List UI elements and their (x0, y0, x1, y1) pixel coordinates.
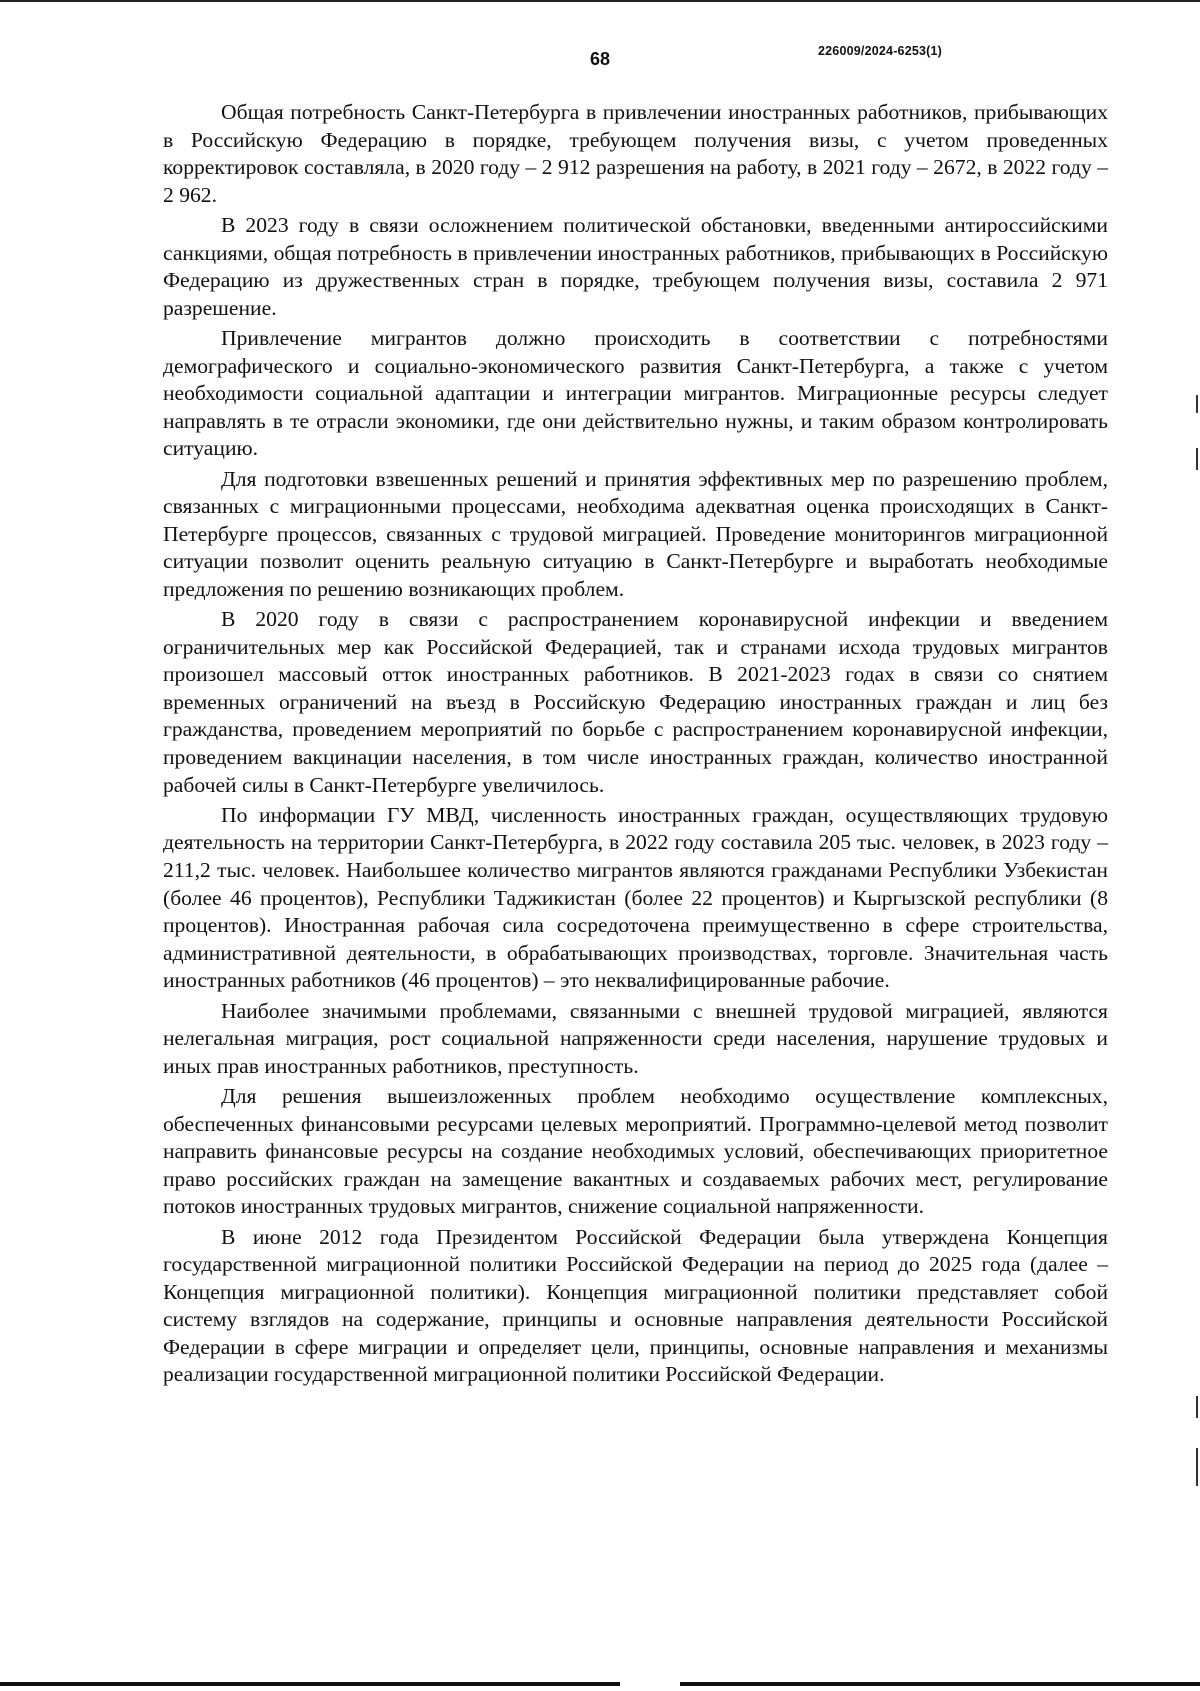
paragraph-2020-outflow: В 2020 году в связи с распространением коронавирусной инфекции и введением ограничительных мер как Российской Федерацией, так и странами исхода трудовых мигрантов произошел массовый отток иностранных работников. В 2021-2023 годах в связи со снятием временных ограничений на въезд в Российскую Федерацию иностранных граждан и лиц без гражданства, проведением мероприятий по борьбе с распространением коронавирусной инфекции, проведением вакцинации населения, в том числе иностранных граждан, количество иностранной рабочей силы в Санкт-Петербурге увеличилось. (163, 607, 1108, 797)
scan-top-edge (0, 0, 1200, 2)
paragraph-migrant-attraction: Привлечение мигрантов должно происходить в соответствии с потребностями демографического и социально-экономического развития Санкт-Петербурга, а также с учетом необходимости социальной адаптации и интеграции мигрантов. Миграционные ресурсы следует направлять в те отрасли экономики, где они действительно нужны, и таким образом контролировать ситуацию. (163, 325, 1108, 461)
document-id: 226009/2024-6253(1) (818, 44, 943, 58)
scan-edge-mark (1196, 448, 1198, 470)
scan-edge-mark (1196, 395, 1198, 413)
paragraph-key-problems: Наиболее значимыми проблемами, связанными с внешней трудовой миграцией, являются нелегальная миграция, рост социальной напряженности среди населения, нарушение трудовых и иных прав иностранных работников, преступность. (163, 998, 1108, 1078)
scan-edge-mark (1196, 1448, 1198, 1486)
paragraph-monitoring: Для подготовки взвешенных решений и принятия эффективных мер по разрешению проблем, связанных с миграционными процессами, необходима адекватная оценка происходящих в Санкт-Петербурге процессов, связанных с трудовой миграцией. Проведение мониторингов миграционной ситуации позволит оценить реальную ситуацию в Санкт-Петербурге и выработать необходимые предложения по решению возникающих проблем. (163, 466, 1108, 601)
page-number: 68 (589, 49, 611, 69)
paragraph-visa-demand: Общая потребность Санкт-Петербурга в привлечении иностранных работников, прибывающих в Российскую Федерацию в порядке, требующем получения визы, с учетом проведенных корректировок составляла, в 2020 году – 2 912 разрешения на работу, в 2021 году – 2672, в 2022 году – 2 962. (163, 100, 1108, 207)
document-body (163, 99, 1108, 1392)
paragraph-migration-concept: В июне 2012 года Президентом Российской Федерации была утверждена Концепция государственной миграционной политики Российской Федерации на период до 2025 года (далее – Концепция миграционной политики). Концепция миграционной политики представляет собой систему взглядов на содержание, принципы и основные направления деятельности Российской Федерации в сфере миграции и определяет цели, принципы, основные направления и механизмы реализации государственной миграционной политики Российской Федерации. (163, 1224, 1108, 1387)
scan-bottom-edge (0, 1682, 1200, 1686)
paragraph-program-method: Для решения вышеизложенных проблем необходимо осуществление комплексных, обеспеченных финансовыми ресурсами целевых мероприятий. Программно-целевой метод позволит направить финансовые ресурсы на создание необходимых условий, обеспечивающих приоритетное право российских граждан на замещение вакантных и создаваемых рабочих мест, регулирование потоков иностранных трудовых мигрантов, снижение социальной напряженности. (163, 1083, 1108, 1219)
paragraph-mvd-statistics: По информации ГУ МВД, численность иностранных граждан, осуществляющих трудовую деятельность на территории Санкт-Петербурга, в 2022 году составила 205 тыс. человек, в 2023 году – 211,2 тыс. человек. Наибольшее количество мигрантов являются гражданами Республики Узбекистан (более 46 процентов), Республики Таджикистан (более 22 процентов) и Кыргызской республики (8 процентов). Иностранная рабочая сила сосредоточена преимущественно в сфере строительства, административной деятельности, в обрабатывающих производствах, торговле. Значительная часть иностранных работников (46 процентов) – это неквалифицированные рабочие. (163, 802, 1108, 993)
scan-bottom-edge-gap (620, 1682, 680, 1686)
scan-edge-mark (1196, 1396, 1198, 1418)
paragraph-2023-visa-demand: В 2023 году в связи осложнением политической обстановки, введенными антироссийскими санкциями, общая потребность в привлечении иностранных работников, прибывающих в Российскую Федерацию из дружественных стран в порядке, требующем получения визы, составила 2 971 разрешение. (163, 212, 1108, 320)
